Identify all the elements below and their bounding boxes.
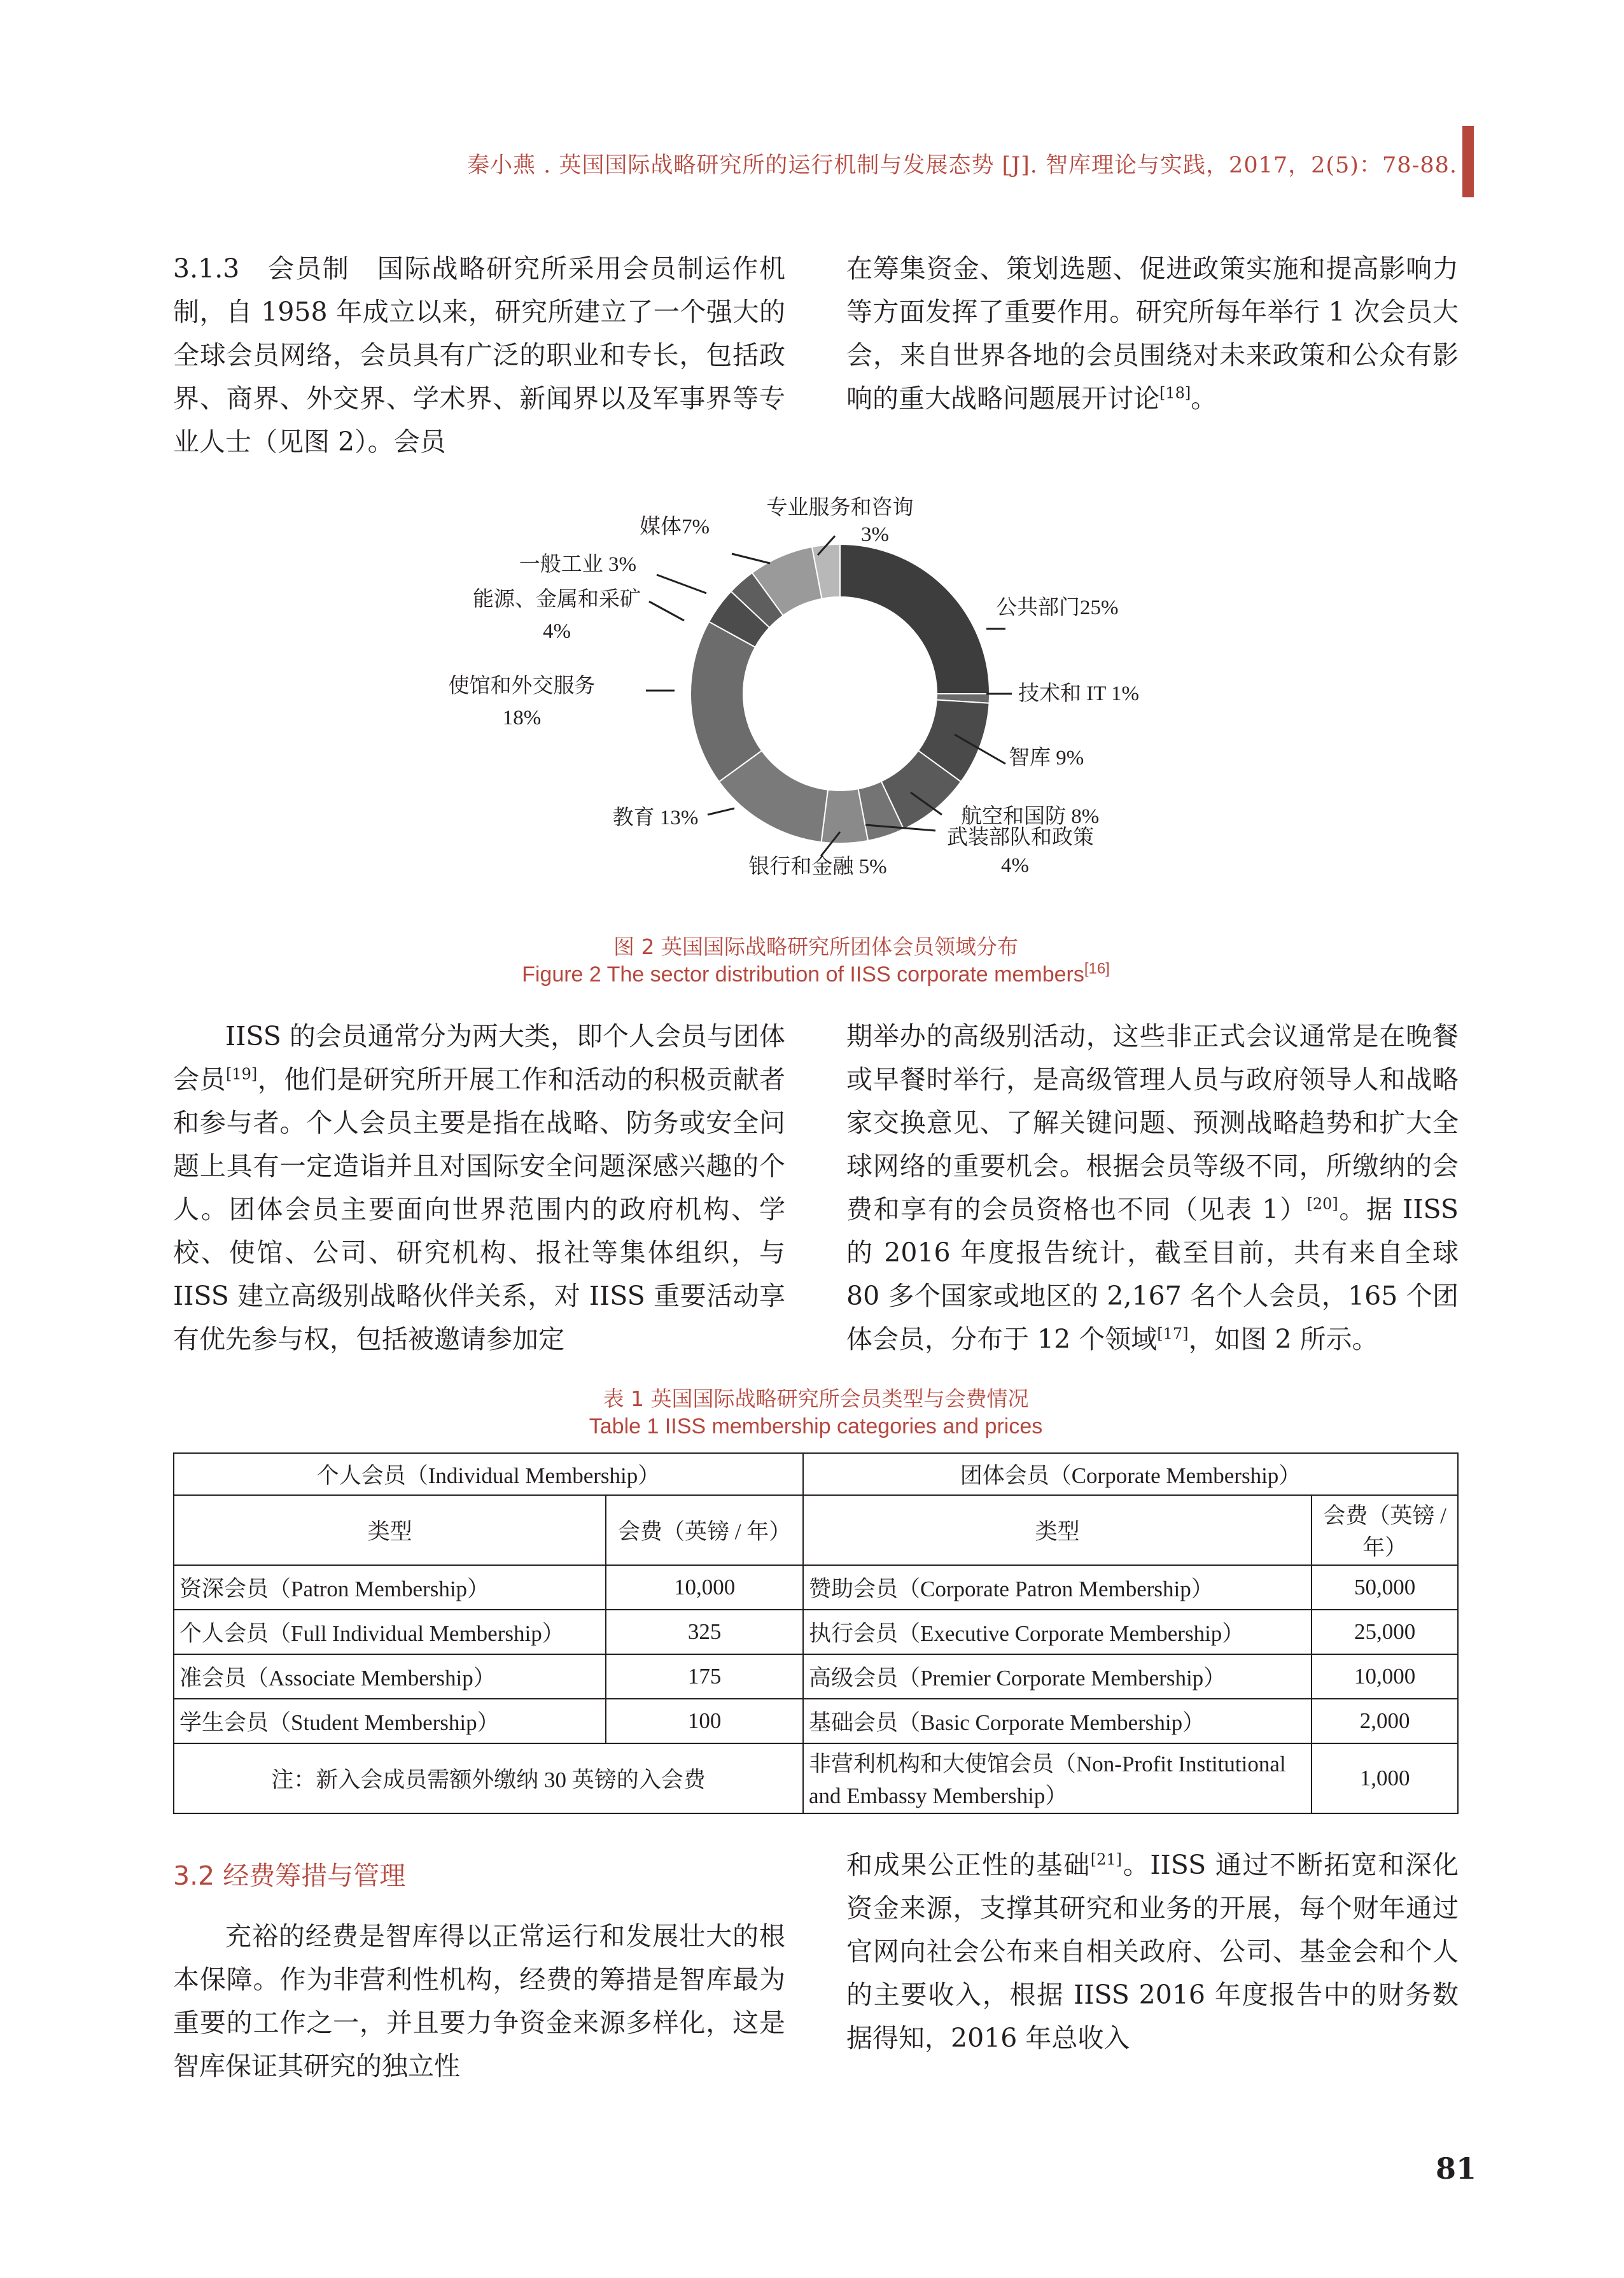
leader-line-media [732, 554, 770, 563]
members-left-text-b: ，他们是研究所开展工作和活动的积极贡献者和参与者。个人会员主要是指在战略、防务或安全问题上具有一定造诣并且对国际安全问题深感兴趣的个人。团体会员主要面向世界范围内的政府机构、学校、使馆、公司、研究机构、报社等集体组织，与 IISS 建立高级别战略伙伴关系，对 IISS 重要活动享有优先参与权，包括被邀请参加定 [173, 1064, 786, 1354]
label-armed-forces-pct: 4% [1001, 854, 1029, 877]
cell-corp-fee-nonprofit: 1,000 [1312, 1743, 1458, 1813]
running-header-citation: 秦小燕 . 英国国际战略研究所的运行机制与发展态势 [J]. 智库理论与实践，2017，2(5)：78-88. [466, 153, 1457, 178]
members-left-column [173, 1015, 785, 1361]
table-note: 注：新入会成员需额外缴纳 30 英镑的入会费 [174, 1743, 803, 1813]
citation-21: [21] [1090, 1850, 1123, 1869]
label-tech-it: 技术和 IT 1% [1018, 682, 1140, 705]
cell-ind-type: 准会员（Associate Membership） [174, 1654, 606, 1699]
label-professional-services: 专业服务和咨询 [766, 496, 914, 519]
section-32-left-column [173, 1915, 785, 2088]
leader-line-education [708, 808, 734, 815]
donut-slices [690, 544, 990, 843]
cell-ind-fee: 10,000 [606, 1565, 803, 1610]
citation-18: [18] [1159, 384, 1191, 402]
leader-line-energy [649, 601, 684, 621]
figure-2-caption-en-text: Figure 2 The sector distribution of IISS corporate members [522, 962, 1084, 987]
cell-ind-fee: 325 [606, 1610, 803, 1654]
table-row [174, 1699, 1458, 1743]
label-energy-metals: 能源、金属和采矿 [473, 588, 641, 611]
members-right-text-c: ，如图 2 所示。 [1188, 1324, 1378, 1354]
cell-ind-type: 学生会员（Student Membership） [174, 1699, 606, 1743]
leader-line-industry [657, 575, 706, 593]
members-left-text-a: IISS 的会员通常分为两大类，即个人会员与团体会员 [173, 1021, 785, 1095]
section-32-right-column [846, 1843, 1459, 2060]
cell-ind-fee: 100 [606, 1699, 803, 1743]
cell-ind-fee: 175 [606, 1654, 803, 1699]
table-column-header-row [174, 1495, 1458, 1565]
cell-corp-fee: 2,000 [1312, 1699, 1458, 1743]
citation-20: [20] [1306, 1195, 1338, 1213]
figure-2-donut-chart [420, 484, 1209, 904]
section-32-left-text: 充裕的经费是智库得以正常运行和发展壮大的根本保障。作为非营利性机构，经费的筹措是智库最为重要的工作之一，并且要力争资金来源多样化，这是智库保证其研究的独立性 [173, 1921, 785, 2081]
members-right-paragraph [846, 1015, 1459, 1361]
group-individual-header: 个人会员（Individual Membership） [174, 1453, 803, 1495]
cell-ind-type: 个人会员（Full Individual Membership） [174, 1610, 606, 1654]
membership-table [173, 1452, 1459, 1814]
page-number: 81 [1435, 2151, 1476, 2186]
cell-corp-fee: 50,000 [1312, 1565, 1458, 1610]
cell-corp-fee: 25,000 [1312, 1610, 1458, 1654]
table-1-caption-en: Table 1 IISS membership categories and prices [589, 1414, 1043, 1438]
col-header-fee-corporate: 会费（英镑 / 年） [1312, 1495, 1458, 1565]
section-313-right-column [846, 247, 1459, 420]
group-corporate-header: 团体会员（Corporate Membership） [803, 1453, 1458, 1495]
section-32-right-paragraph [846, 1843, 1459, 2060]
header-accent-bar [1462, 126, 1474, 197]
section-313-right-paragraph [846, 247, 1459, 420]
col-header-type-corporate: 类型 [803, 1495, 1312, 1565]
members-right-text-a: 期举办的高级别活动，这些非正式会议通常是在晚餐或早餐时举行，是高级管理人员与政府领导人和战略家交换意见、了解关键问题、预测战略趋势和扩大全球网络的重要机会。根据会员等级不同，所缴纳的会费和享有的会员资格也不同（见表 1） [846, 1021, 1459, 1225]
section-32-title: 3.2 经费筹措与管理 [173, 1860, 406, 1891]
cell-corp-fee: 10,000 [1312, 1654, 1458, 1699]
citation-19: [19] [225, 1065, 258, 1083]
label-energy-pct: 4% [543, 620, 571, 643]
figure-2-caption-cite: [16] [1084, 960, 1110, 978]
label-media: 媒体7% [640, 516, 710, 538]
label-professional-pct: 3% [861, 523, 889, 546]
label-aerospace-defence: 航空和国防 8% [961, 805, 1100, 828]
members-right-column [846, 1015, 1459, 1361]
donut-slice-8 [690, 622, 762, 782]
table-1-caption-cn: 表 1 英国国际战略研究所会员类型与会费情况 [603, 1386, 1029, 1411]
donut-slice-1 [840, 544, 990, 694]
table-row-last [174, 1743, 1458, 1813]
cell-corp-type: 基础会员（Basic Corporate Membership） [803, 1699, 1312, 1743]
label-embassy-diplomatic: 使馆和外交服务 [448, 675, 596, 698]
cell-corp-type: 赞助会员（Corporate Patron Membership） [803, 1565, 1312, 1610]
label-think-tank: 智库 9% [1009, 747, 1084, 770]
figure-2-caption-en [173, 962, 1459, 987]
label-armed-forces: 武装部队和政策 [947, 826, 1094, 849]
label-general-industry: 一般工业 3% [519, 553, 636, 576]
section-313-left-column [173, 247, 785, 463]
table-row [174, 1565, 1458, 1610]
cell-corp-type: 执行会员（Executive Corporate Membership） [803, 1610, 1312, 1654]
citation-17: [17] [1157, 1325, 1189, 1343]
section-32-right-text-a: 和成果公正性的基础 [846, 1850, 1091, 1880]
label-embassy-pct: 18% [502, 707, 542, 729]
cell-corp-type: 高级会员（Premier Corporate Membership） [803, 1654, 1312, 1699]
col-header-fee-individual: 会费（英镑 / 年） [606, 1495, 803, 1565]
section-313-right-end: 。 [1191, 383, 1217, 414]
table-row [174, 1610, 1458, 1654]
label-banking-finance: 银行和金融 5% [748, 855, 887, 878]
section-32-right-text-b: 。IISS 通过不断拓宽和深化资金来源，支撑其研究和业务的开展，每个财年通过官网向社会公布来自相关政府、公司、基金会和个人的主要收入，根据 IISS 2016 年度报告中的财务数据得知，2016 年总收入 [846, 1850, 1459, 2053]
label-education: 教育 13% [612, 806, 699, 829]
cell-corp-type-nonprofit: 非营利机构和大使馆会员（Non-Profit Institutional and Embassy Membership） [803, 1743, 1312, 1813]
members-left-paragraph [173, 1015, 785, 1361]
section-313-left-text: 3.1.3 会员制 国际战略研究所采用会员制运作机制，自 1958 年成立以来，研究所建立了一个强大的全球会员网络，会员具有广泛的职业和专长，包括政界、商界、外交界、学术界、新闻界以及军事界等专业人士（见图 2）。会员 [173, 253, 785, 457]
figure-2-caption-cn: 图 2 英国国际战略研究所团体会员领域分布 [613, 934, 1018, 959]
label-public-sector: 公共部门25% [996, 596, 1119, 619]
col-header-type: 类型 [174, 1495, 606, 1565]
cell-ind-type: 资深会员（Patron Membership） [174, 1565, 606, 1610]
table-row [174, 1654, 1458, 1699]
table-group-header-row [174, 1453, 1458, 1495]
members-right-text-b: 。据 IISS 的 2016 年度报告统计，截至目前，共有来自全球 80 多个国家或地区的 2,167 名个人会员，165 个团体会员，分布于 12 个领域 [846, 1194, 1459, 1354]
section-313-right-text: 在筹集资金、策划选题、促进政策实施和提高影响力等方面发挥了重要作用。研究所每年举行 1 次会员大会，来自世界各地的会员围绕对未来政策和公众有影响的重大战略问题展开讨论 [846, 253, 1459, 414]
